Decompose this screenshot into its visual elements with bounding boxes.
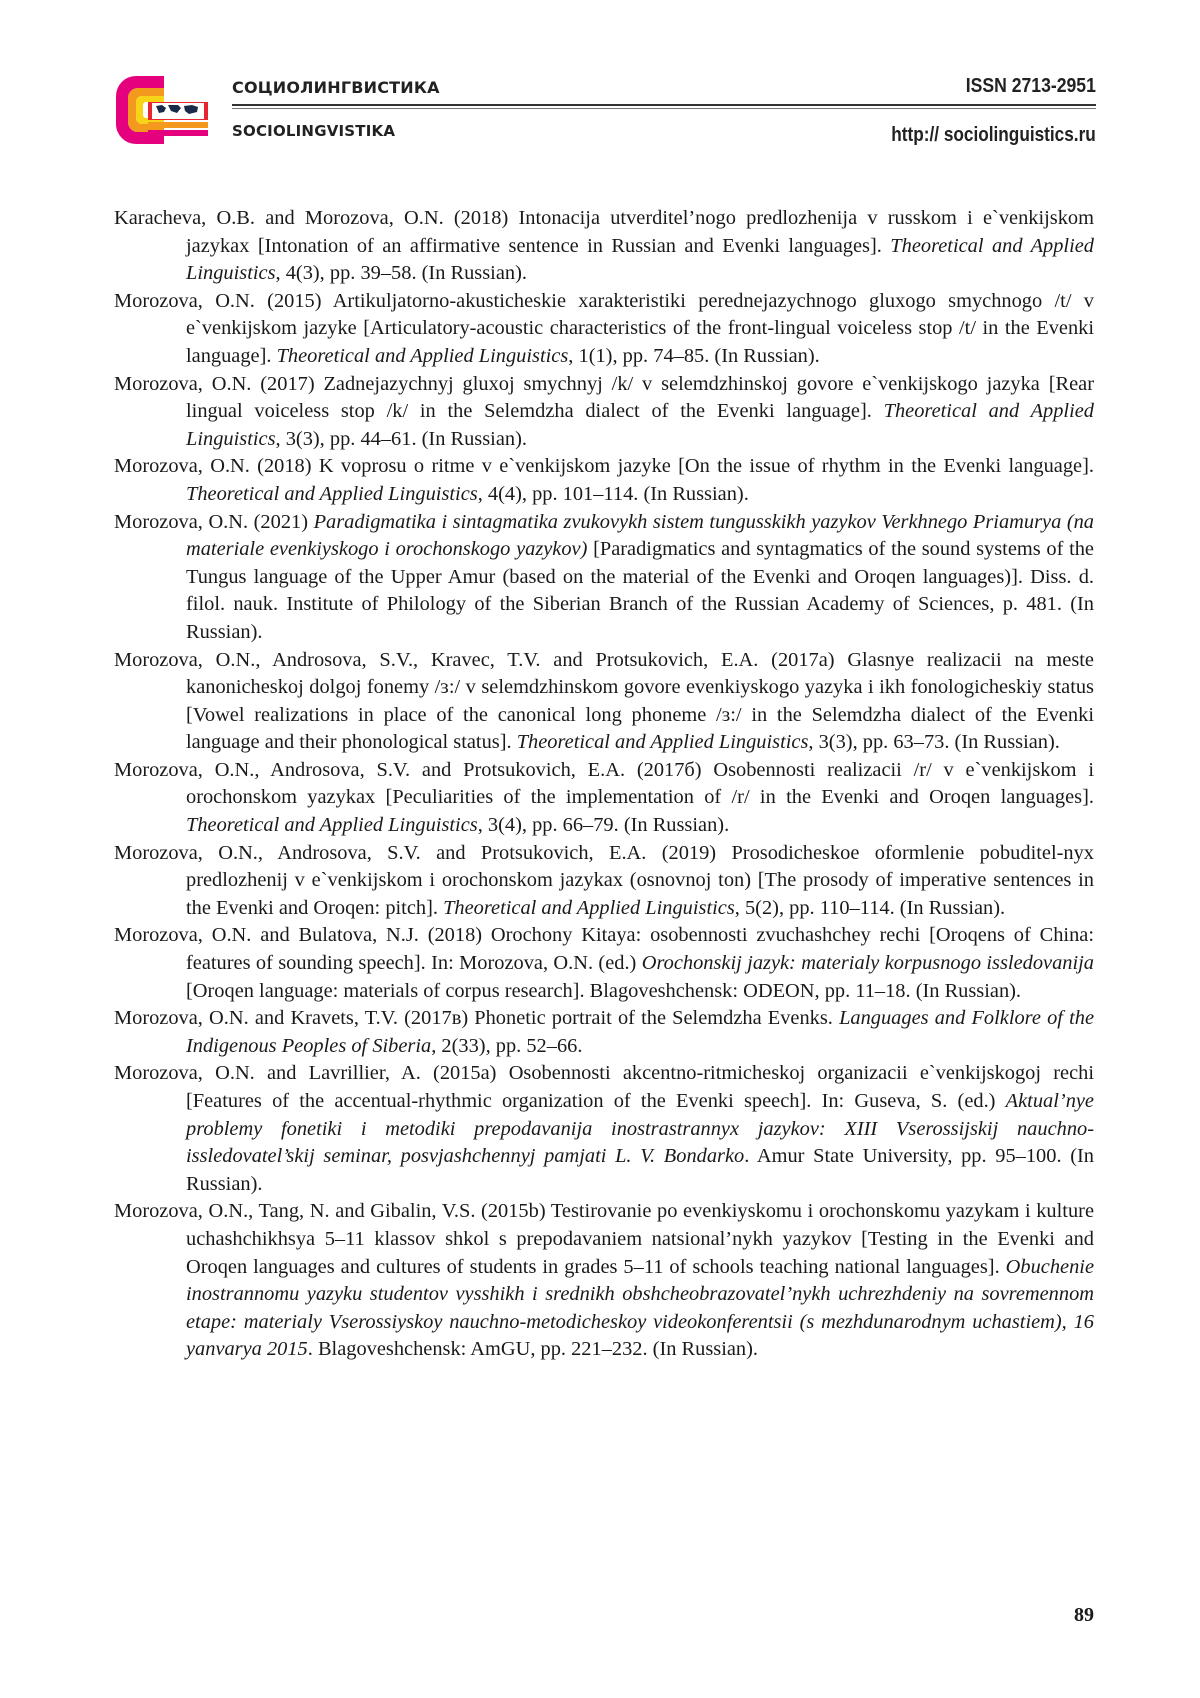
reference-text: Morozova, O.N. (2021)	[114, 510, 314, 533]
reference-source-title: Theoretical and Applied Linguistics	[516, 731, 809, 754]
reference-text: , 4(3), pp. 39–58. (In Russian).	[275, 262, 527, 285]
reference-text: , 3(3), pp. 44–61. (In Russian).	[275, 427, 527, 450]
reference-source-title: Theoretical and Applied Linguistics	[186, 482, 478, 505]
reference-text: Karacheva, O.B. and Morozova, O.N. (2018) Intonacija utverditel’nogo predlozhenija v russkom i e`venkijskom jazykax [Intonation of an affirmative sentence in Russian and Evenki languages].	[114, 207, 1094, 257]
page-number: 89	[1074, 1604, 1094, 1626]
reference-text: Morozova, O.N. and Bulatova, N.J. (2018) Orochony Kitaya: osobennosti zvuchashchey rechi [Oroqens of China: features of sounding speech]. In: Morozova, O.N. (ed.)	[114, 924, 1094, 975]
reference-source-title: Languages and Folklore of the Indigenous Peoples of Siberia	[186, 1007, 1094, 1057]
reference-source-title: Orochonskij jazyk: materialy korpusnogo issledovanija	[641, 952, 1094, 975]
journal-title-ru: СОЦИОЛИНГВИСТИКА	[232, 78, 440, 97]
page-header	[0, 0, 1200, 180]
reference-text: Morozova, O.N., Androsova, S.V. and Protsukovich, E.A. (2019) Prosodicheskoe oformlenie pobuditel-nyx predlozhenij v e`venkijskom i orochonskom jazykax (osnovnoj ton) [The prosody of imperative sentences in the Evenki and Oroqen: pitch].	[114, 841, 1094, 919]
reference-source-title: Theoretical and Applied Linguistics	[186, 234, 1095, 285]
reference-text: , 2(33), pp. 52–66.	[431, 1034, 583, 1057]
reference-text: Morozova, O.N. (2017) Zadnejazychnyj gluxoj smychnyj /k/ v selemdzhinskoj govore e`venkijskogo jazyka [Rear lingual voiceless stop /k/ in the Selemdzha dialect of the Evenki language].	[114, 372, 1094, 423]
reference-text: Morozova, O.N., Tang, N. and Gibalin, V.S. (2015b) Testirovanie po evenkiyskomu i orochonskomu yazykam i kulture uchashchikhsya 5–11 klassov shkol s prepodavaniem natsional’nykh yazykov [Testing in the Evenki and Oroqen languages and cultures of students in grades 5–11 of schools teaching national languages].	[114, 1200, 1094, 1278]
reference-text: , 1(1), pp. 74–85. (In Russian).	[568, 344, 820, 367]
journal-url[interactable]: http:// sociolinguistics.ru	[891, 124, 1096, 146]
header-rule	[232, 104, 1096, 106]
reference-source-title: Theoretical and Applied Linguistics	[443, 896, 735, 919]
reference-text: , 4(4), pp. 101–114. (In Russian).	[477, 482, 749, 505]
reference-source-title: Theoretical and Applied Linguistics	[186, 400, 1094, 450]
header-rule-thin	[232, 108, 1096, 109]
reference-entry	[114, 1060, 1094, 1198]
reference-entry	[114, 757, 1094, 840]
reference-entry	[114, 647, 1094, 757]
reference-text: , 5(2), pp. 110–114. (In Russian).	[734, 896, 1006, 919]
issn-label: ISSN 2713-2951	[965, 75, 1096, 97]
journal-logo	[112, 72, 212, 148]
reference-source-title: Obuchenie inostrannomu yazyku studentov vysshikh i srednikh obshcheobrazovatel’nykh uchrezhdeniy na sovremennom etape: materialy Vserossiyskoy nauchno-metodicheskoy videokonferentsii (s mezhdunarodnym uchastiem), 16 yanvarya 2015	[186, 1255, 1094, 1361]
reference-text: Morozova, O.N. (2015) Artikuljatorno-akusticheskie xarakteristiki perednejazychnogo gluxogo smychnogo /t/ v e`venkijskom jazyke [Articulatory-acoustic characteristics of the front-lingual voiceless stop /t/ in the Evenki language].	[114, 289, 1094, 367]
reference-text: , 3(4), pp. 66–79. (In Russian).	[477, 814, 730, 837]
reference-text: Morozova, O.N. (2018) K voprosu o ritme v e`venkijskom jazyke [On the issue of rhythm in the Evenki language].	[114, 455, 1094, 478]
reference-text: Morozova, O.N., Androsova, S.V. and Protsukovich, E.A. (2017б) Osobennosti realizacii /r/ v e`venkijskom i orochonskom yazykax [Peculiarities of the implementation of /r/ in the Evenki and Oroqen languages].	[114, 758, 1094, 809]
reference-text: , 3(3), pp. 63–73. (In Russian).	[808, 731, 1060, 754]
reference-list	[114, 205, 1094, 1364]
reference-entry	[114, 288, 1094, 371]
reference-text: Morozova, O.N. and Lavrillier, A. (2015a) Osobennosti akcentno-ritmicheskoj organizacii e`venkijskogoj rechi [Features of the accentual-rhythmic organization of the Evenki speech]. In: Guseva, S. (ed.)	[114, 1062, 1094, 1112]
reference-source-title: Theoretical and Applied Linguistics	[276, 344, 569, 367]
reference-text: Morozova, O.N., Androsova, S.V., Kravec, T.V. and Protsukovich, E.A. (2017a) Glasnye realizacii na meste kanonicheskoj dolgoj fonemy /ɜ:/ v selemdzhinskom govore evenkiyskogo yazyka i ikh fonologicheskiy status [Vowel realizations in place of the canonical long phoneme /ɜ:/ in the Selemdzha dialect of the Evenki language and their phonological status].	[114, 648, 1094, 754]
reference-source-title: Theoretical and Applied Linguistics	[186, 814, 478, 837]
reference-entry	[114, 453, 1094, 508]
reference-text: Morozova, O.N. and Kravets, T.V. (2017в) Phonetic portrait of the Selemdzha Evenks.	[114, 1007, 840, 1030]
reference-text: . Amur State University, pp. 95–100. (In Russian).	[186, 1145, 1094, 1195]
reference-text: [Oroqen language: materials of corpus research]. Blagoveshchensk: ODEON, pp. 11–18. (In Russian).	[186, 979, 1022, 1002]
reference-source-title: Paradigmatika i sintagmatika zvukovykh sistem tungusskikh yazykov Verkhnego Priamurya (na materiale evenkiyskogo i orochonskogo yazykov)	[186, 510, 1094, 561]
journal-title-en: SOCIOLINGVISTIKA	[232, 122, 396, 140]
reference-entry	[114, 1198, 1094, 1364]
reference-entry	[114, 205, 1094, 288]
reference-entry	[114, 922, 1094, 1005]
reference-text: [Paradigmatics and syntagmatics of the sound systems of the Tungus language of the Upper Amur (based on the material of the Evenki and Oroqen languages)]. Diss. d. filol. nauk. Institute of Philology of the Siberian Branch of the Russian Academy of Sciences, p. 481. (In Russian).	[186, 538, 1094, 643]
reference-entry	[114, 840, 1094, 923]
reference-text: . Blagoveshchensk: AmGU, pp. 221–232. (In Russian).	[307, 1338, 759, 1361]
reference-source-title: Aktual’nye problemy fonetiki i metodiki prepodavanija inostrastrannyx jazykov: XIII Vserossijskij nauchno-issledovatel’skij seminar, posvjashchennyj pamjati L. V. Bondarko	[186, 1090, 1094, 1168]
reference-entry	[114, 509, 1094, 647]
reference-entry	[114, 371, 1094, 454]
reference-entry	[114, 1005, 1094, 1060]
